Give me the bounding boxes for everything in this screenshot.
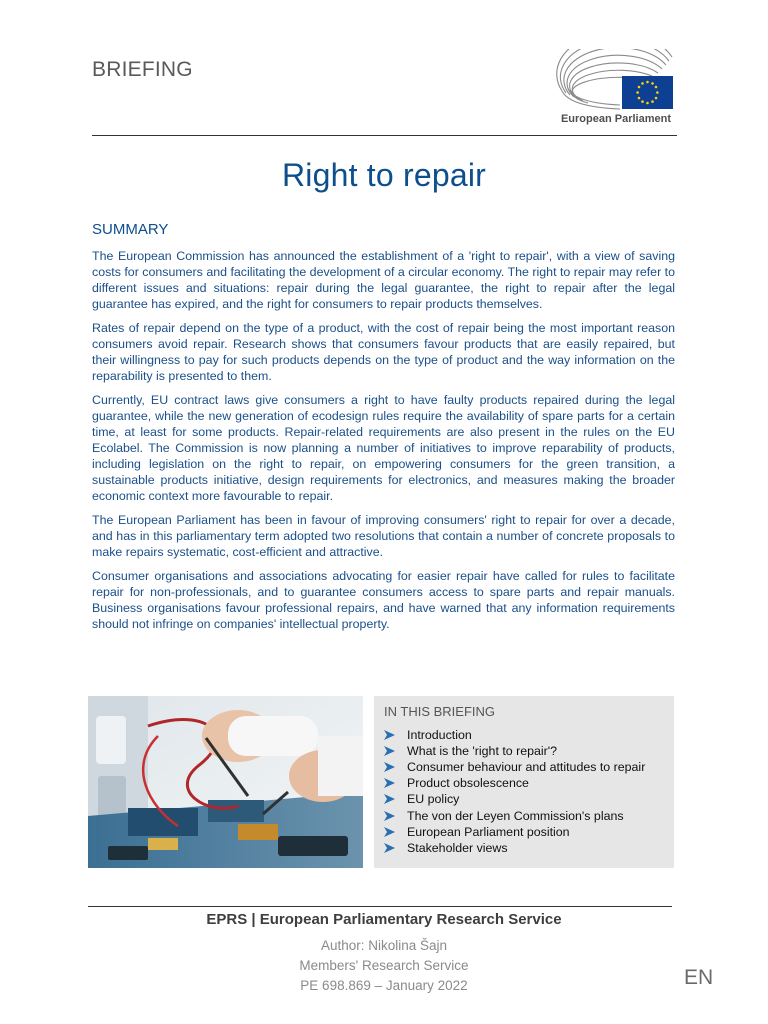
summary-paragraph: The European Commission has announced the establishment of a 'right to repair', with a view of saving costs for consumers and facilitating the development of a circular economy. The right to repair may refer to different issues and situations: repair during the legal guarantee, the right to repair after the legal guarantee has expired, and the right for consumers to repair products themselves. xyxy=(92,249,675,312)
toc-item-label: EU policy xyxy=(407,792,460,807)
summary-paragraph: Consumer organisations and associations advocating for easier repair have called for rules to facilitate repair for non-professionals, and to guarantee consumers access to spare parts and repair manuals. Business organisations favour professional repairs, and have warned that any information requirements should not infringe on companies' intellectual property. xyxy=(92,568,675,631)
toc-list xyxy=(384,727,645,856)
page-title: Right to repair xyxy=(282,157,486,193)
toc-item-label: The von der Leyen Commission's plans xyxy=(407,808,624,823)
briefing-label: BRIEFING xyxy=(92,58,193,81)
toc-item xyxy=(384,807,645,823)
arrow-right-icon xyxy=(384,762,395,772)
toc-item-label: European Parliament position xyxy=(407,824,570,839)
header-divider xyxy=(92,135,677,136)
toc-item-label: Stakeholder views xyxy=(407,840,508,855)
toc-item xyxy=(384,759,645,775)
toc-item-label: Consumer behaviour and attitudes to repair xyxy=(407,760,646,775)
summary-heading: SUMMARY xyxy=(92,221,169,238)
toc-item-label: What is the 'right to repair'? xyxy=(407,744,558,759)
toc-item xyxy=(384,791,645,807)
arrow-right-icon xyxy=(384,778,395,788)
toc-item xyxy=(384,775,645,791)
document-reference: PE 698.869 – January 2022 xyxy=(300,978,468,993)
arrow-right-icon xyxy=(384,827,395,837)
electronics-repair-image xyxy=(88,696,363,868)
toc-item xyxy=(384,743,645,759)
arrow-right-icon xyxy=(384,794,395,804)
toc-item-label: Product obsolescence xyxy=(407,776,529,791)
summary-paragraph: Rates of repair depend on the type of a product, with the cost of repair being the most important reason consumers avoid repair. Research shows that consumers favour products that are easily repaired, but their willingness to pay for such products depends on the type of product and the way information on the reparability is presented to them. xyxy=(92,320,675,384)
toc-item xyxy=(384,840,645,856)
summary-body xyxy=(92,248,675,640)
toc-title: IN THIS BRIEFING xyxy=(384,704,495,719)
parliament-hemicycle-icon xyxy=(556,49,676,111)
department: Members' Research Service xyxy=(299,958,469,973)
arrow-right-icon xyxy=(384,746,395,756)
arrow-right-icon xyxy=(384,843,395,853)
toc-item xyxy=(384,824,645,840)
toc-item-label: Introduction xyxy=(407,728,472,743)
logo-text: European Parliament xyxy=(560,113,672,125)
footer-divider xyxy=(88,906,672,907)
summary-paragraph: The European Parliament has been in favour of improving consumers' right to repair for over a decade, and has in this parliamentary term adopted two resolutions that contain a number of concrete proposals to make repairs systematic, cost-efficient and attractive. xyxy=(92,512,675,560)
arrow-right-icon xyxy=(384,811,395,821)
author: Author: Nikolina Šajn xyxy=(320,938,448,953)
in-this-briefing-box xyxy=(374,696,674,868)
eprs-service-name: EPRS | European Parliamentary Research Service xyxy=(206,911,562,928)
repair-photo xyxy=(88,696,363,868)
toc-item xyxy=(384,727,645,743)
summary-paragraph: Currently, EU contract laws give consumers a right to have faulty products repaired during the legal guarantee, while the new generation of ecodesign rules require the availability of spare parts for a certain time, at least for some products. Repair-related requirements are also present in the rules on the EU Ecolabel. The Commission is now planning a number of initiatives to improve reparability of products, including legislation on the right to repair, on empowering consumers for the green transition, a sustainable products initiative, design requirements for electronics, and measures making the broader economic context more favourable to repair. xyxy=(92,392,675,504)
arrow-right-icon xyxy=(384,730,395,740)
european-parliament-logo xyxy=(556,49,676,131)
language-code: EN xyxy=(684,966,714,989)
